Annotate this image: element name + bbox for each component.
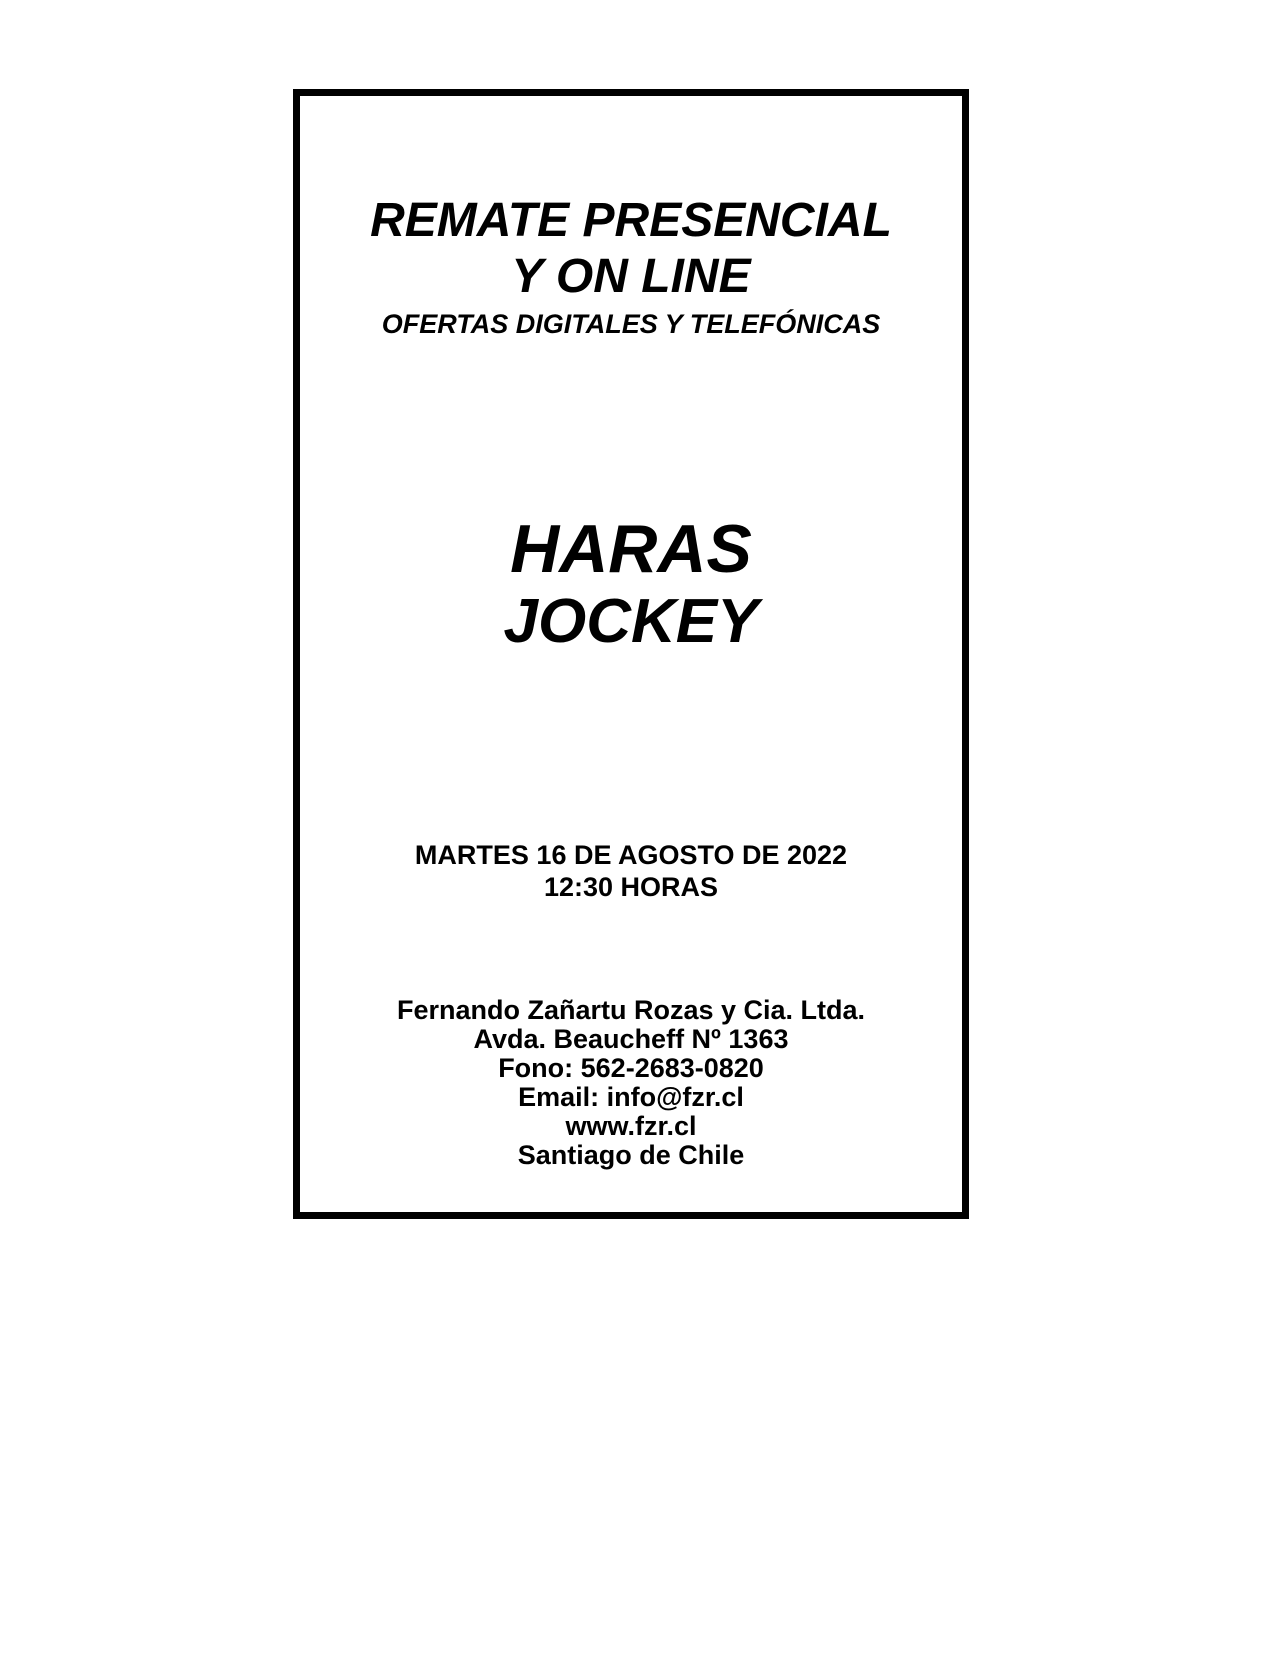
subtitle: OFERTAS DIGITALES Y TELEFÓNICAS: [381, 309, 881, 339]
auction-time: 12:30 HORAS: [543, 872, 719, 902]
main-title-line-2: JOCKEY: [503, 587, 759, 656]
company-phone: Fono: 562-2683-0820: [498, 1053, 764, 1083]
company-name: Fernando Zañartu Rozas y Cia. Ltda.: [396, 995, 866, 1025]
main-title-line-1: HARAS: [510, 511, 752, 587]
catalog-cover-frame: [293, 89, 969, 1219]
title-line-2: Y ON LINE: [511, 250, 751, 303]
company-city: Santiago de Chile: [517, 1140, 745, 1170]
auction-date: MARTES 16 DE AGOSTO DE 2022: [414, 840, 848, 870]
company-website: www.fzr.cl: [565, 1111, 697, 1141]
company-email: Email: info@fzr.cl: [518, 1082, 744, 1112]
title-line-1: REMATE PRESENCIAL: [370, 194, 892, 247]
company-address: Avda. Beaucheff Nº 1363: [473, 1024, 789, 1054]
